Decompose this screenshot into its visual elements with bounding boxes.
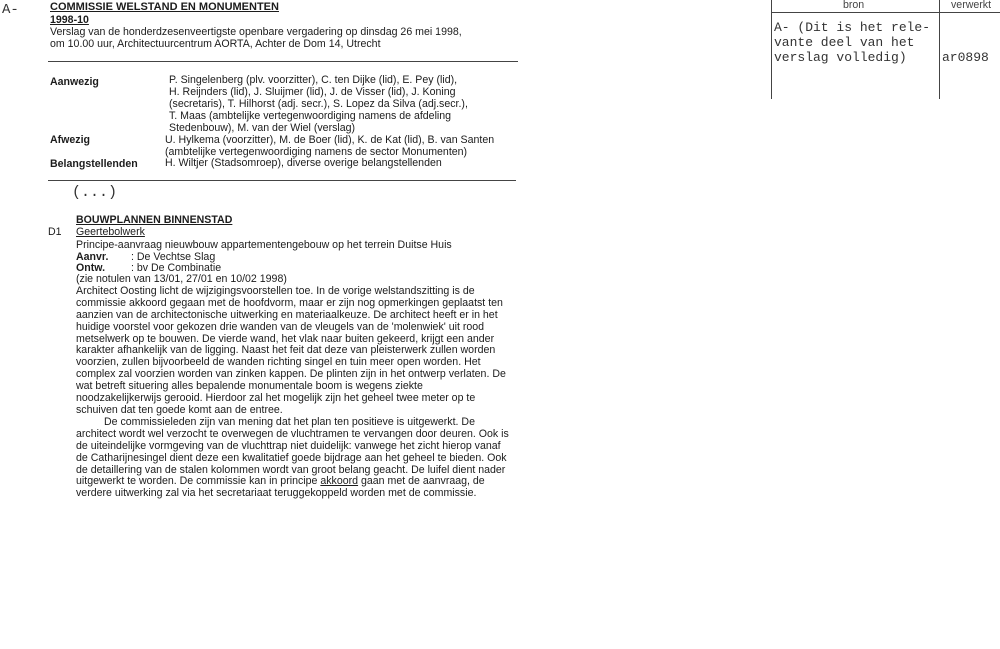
stamp-note-line: A- (Dit is het rele- [774,20,931,35]
paragraph-line: schuiven dat ten goede komt aan de entree. [76,403,283,416]
present-line: Stedenbouw), M. van der Wiel (verslag) [169,121,356,134]
section-heading: BOUWPLANNEN BINNENSTAD [76,214,233,226]
paragraph-line: de Catharijnesingel dient deze een kwalitatief goede bijdrage aan het geheel te bieden. Ook [76,451,507,464]
paragraph-line: de uiteindelijke vormgeving van de vluchttrap niet duidelijk: vanwege het zicht hierop vanaf [76,439,501,452]
paragraph-line: complex zal voorzien worden van zinken kappen. De plinten zijn in het ontwerp verlaten. De [76,368,506,381]
stakeholders-label: Belangstellenden [50,158,138,170]
item-title: Geertebolwerk [76,226,145,238]
header-divider [48,61,518,62]
stamp-note [774,20,930,65]
paragraph-line: metselwerk op te bouwen. De vierde wand, het vlak naar buiten gekeerd, krijgt een ander [76,332,495,345]
stamp-header-rule [771,12,1000,13]
absent-line: U. Hylkema (voorzitter), M. de Boer (lid), K. de Kat (lid), B. van Santen [165,134,495,146]
stamp-note-line: verslag volledig) [774,50,907,65]
absent-list [165,134,494,158]
absent-label: Afwezig [50,134,91,146]
paragraph-line-text: uitgewerkt te worden. De commissie kan in principe [76,475,318,488]
paragraph-line: de detaillering van de stalen kolommen wordt van groot belang geacht. De luifel dient nader [76,463,506,476]
present-label: Aanwezig [50,76,99,88]
absent-line: (ambtelijke vertegenwoordiging namens de sector Monumenten) [165,145,468,158]
present-list [169,74,468,133]
document-number: 1998-10 [50,14,89,26]
paragraph-line: karakter afhankelijk van de ligging. Naast het feit dat deze van pleisterwerk zullen worden [76,344,496,357]
present-line: T. Maas (ambtelijke vertegenwoordiging namens de afdeling [169,109,452,122]
stamp-left-rule [771,0,772,99]
archive-code: ar0898 [942,50,989,65]
designer-value: : bv De Combinatie [131,262,222,274]
item-code: D1 [48,226,62,238]
paragraph-line-continuation: gaan met de aanvraag, de [358,475,485,488]
paragraph-line: aanzien van de architectonische uitwerking en materiaalkeuze. De architect heeft er in het [76,308,498,321]
present-line: (secretaris), T. Hilhorst (adj. secr.), S. Lopez da Silva (adj.secr.), [169,97,468,110]
present-line: H. Reijnders (lid), J. Sluijmer (lid), J. de Visser (lid), J. Koning [169,85,456,98]
paragraph-line: architect wordt wel verzocht te overwegen de vluchtramen te vervangen door deuren. Ook is [76,427,509,440]
reference-line: (zie notulen van 13/01, 27/01 en 10/02 1998) [76,273,287,285]
paragraph-2 [76,416,509,499]
designer-label: Ontw. [76,262,106,274]
paragraph-line: Architect Oosting licht de wijzigingsvoorstellen toe. In de vorige welstandszitting is de [76,285,475,297]
item-subtitle: Principe-aanvraag nieuwbouw appartementengebouw op het terrein Duitse Huis [76,239,452,251]
intro-line-2: om 10.00 uur, Architectuurcentrum AORTA, Achter de Dom 14, Utrecht [50,38,381,50]
paragraph-line [76,475,509,487]
applicant-label: Aanvr. [76,251,109,263]
paragraph-line: voorzien, zullen bijvoorbeeld de wanden richting singel en tuin meer open worden. Het [76,356,481,369]
underlined-word: akkoord [320,475,359,488]
intro-line-1: Verslag van de honderdzesenveertigste openbare vergadering op dinsdag 26 mei 1998, [50,26,462,38]
col-source-header: bron [843,0,865,11]
paragraph-1 [76,285,506,416]
stamp-note-line: vante deel van het [774,35,915,50]
margin-mark: A- [2,2,19,18]
stamp-middle-rule [939,0,940,99]
paragraph-line: wat betreft situering alles bepalende monumentale boom is wegens ziekte [76,380,423,393]
paragraph-line: verdere uitwerking zal via het secretariaat teruggekoppeld worden met de commissie. [76,487,477,500]
paragraph-line: De commissieleden zijn van mening dat het plan ten positieve is uitgewerkt. De [104,416,475,428]
paragraph-line: huidige voorstel voor gekozen drie wanden van de vleugels van de 'molenwiek' uit rood [76,320,485,333]
omission-ellipsis: (...) [72,184,118,201]
applicant-value: : De Vechtse Slag [131,251,216,263]
paragraph-line: noodzakelijkerwijs gerooid. Hierdoor zal het mogelijk zijn het geheel twee meter op te [76,392,476,405]
stakeholders-line: H. Wiltjer (Stadsomroep), diverse overige belangstellenden [165,157,442,169]
present-line: P. Singelenberg (plv. voorzitter), C. ten Dijke (lid), E. Pey (lid), [169,74,458,86]
col-processed-header: verwerkt [951,0,992,11]
attendance-divider [48,180,516,181]
document-title: COMMISSIE WELSTAND EN MONUMENTEN [50,1,279,13]
paragraph-line: commissie akkoord gegaan met de hoofdvorm, maar er zijn nog opmerkingen geplaatst ten [76,296,503,309]
